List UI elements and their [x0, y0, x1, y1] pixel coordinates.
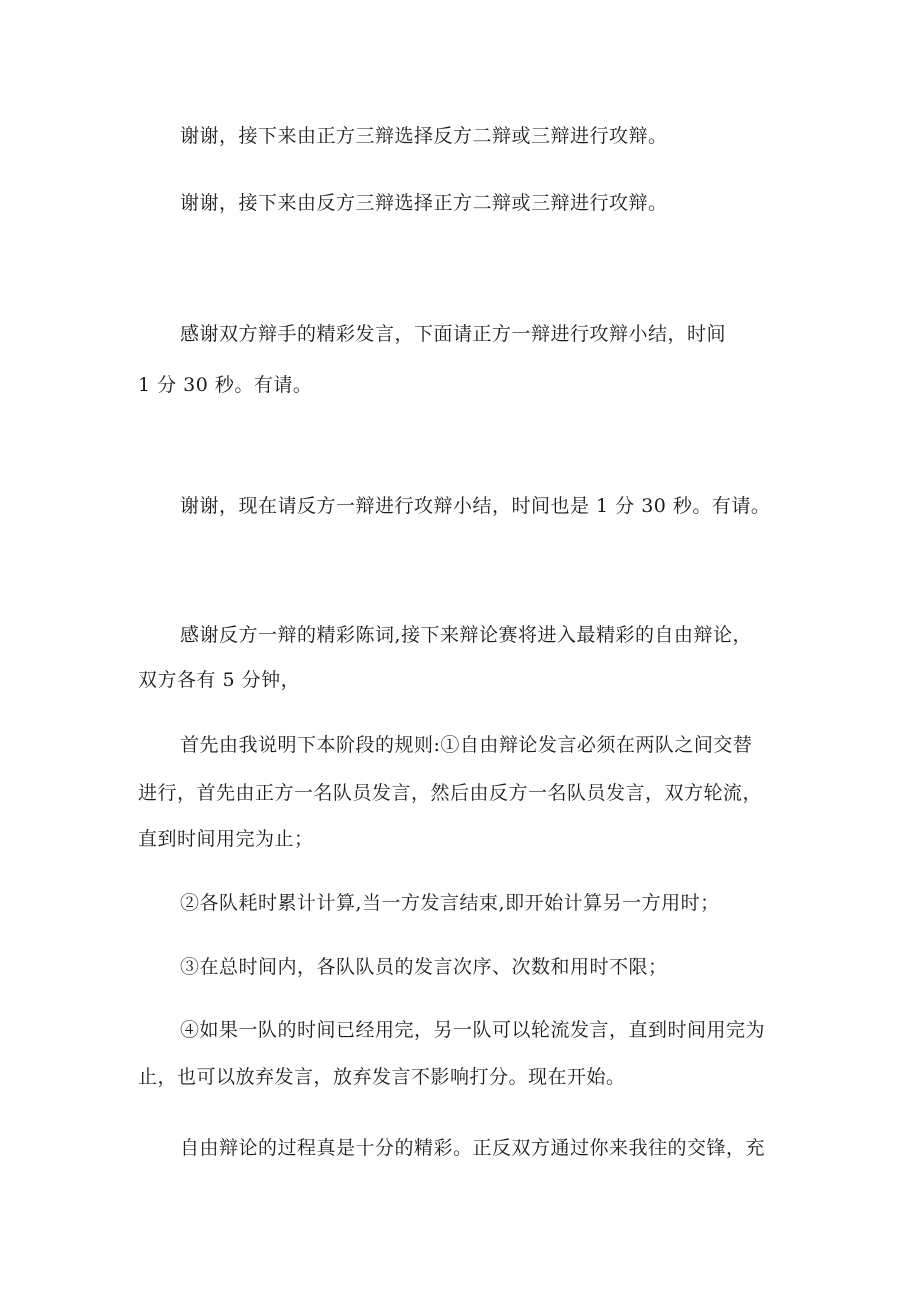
paragraph-line: 1 分 30 秒。有请。 — [138, 374, 313, 396]
paragraph-line: 感谢双方辩手的精彩发言，下面请正方一辩进行攻辩小结，时间 — [180, 323, 727, 345]
paragraph-line: 自由辩论的过程真是十分的精彩。正反双方通过你来我往的交锋，充 — [180, 1137, 766, 1159]
paragraph-line: 谢谢，接下来由反方三辩选择正方二辩或三辩进行攻辩。 — [180, 192, 668, 214]
paragraph-line: ②各队耗时累计计算,当一方发言结束,即开始计算另一方用时； — [180, 892, 720, 914]
paragraph-line: 进行，首先由正方一名队员发言，然后由反方一名队员发言，双方轮流， — [138, 782, 763, 804]
paragraph-line: 感谢反方一辩的精彩陈词,接下来辩论赛将进入最精彩的自由辩论， — [180, 624, 753, 646]
paragraph-line: ④如果一队的时间已经用完，另一队可以轮流发言，直到时间用完为 — [180, 1019, 766, 1041]
paragraph-line: 首先由我说明下本阶段的规则:①自由辩论发言必须在两队之间交替 — [180, 734, 753, 756]
paragraph-line: 谢谢，接下来由正方三辩选择反方二辩或三辩进行攻辩。 — [180, 125, 668, 147]
paragraph-line: 谢谢，现在请反方一辩进行攻辩小结，时间也是 1 分 30 秒。有请。 — [180, 495, 771, 517]
paragraph-line: 止，也可以放弃发言，放弃发言不影响打分。现在开始。 — [138, 1066, 626, 1088]
paragraph-line: ③在总时间内，各队队员的发言次序、次数和用时不限； — [180, 956, 668, 978]
paragraph-line: 直到时间用完为止； — [138, 828, 314, 850]
paragraph-line: 双方各有 5 分钟， — [138, 669, 301, 691]
